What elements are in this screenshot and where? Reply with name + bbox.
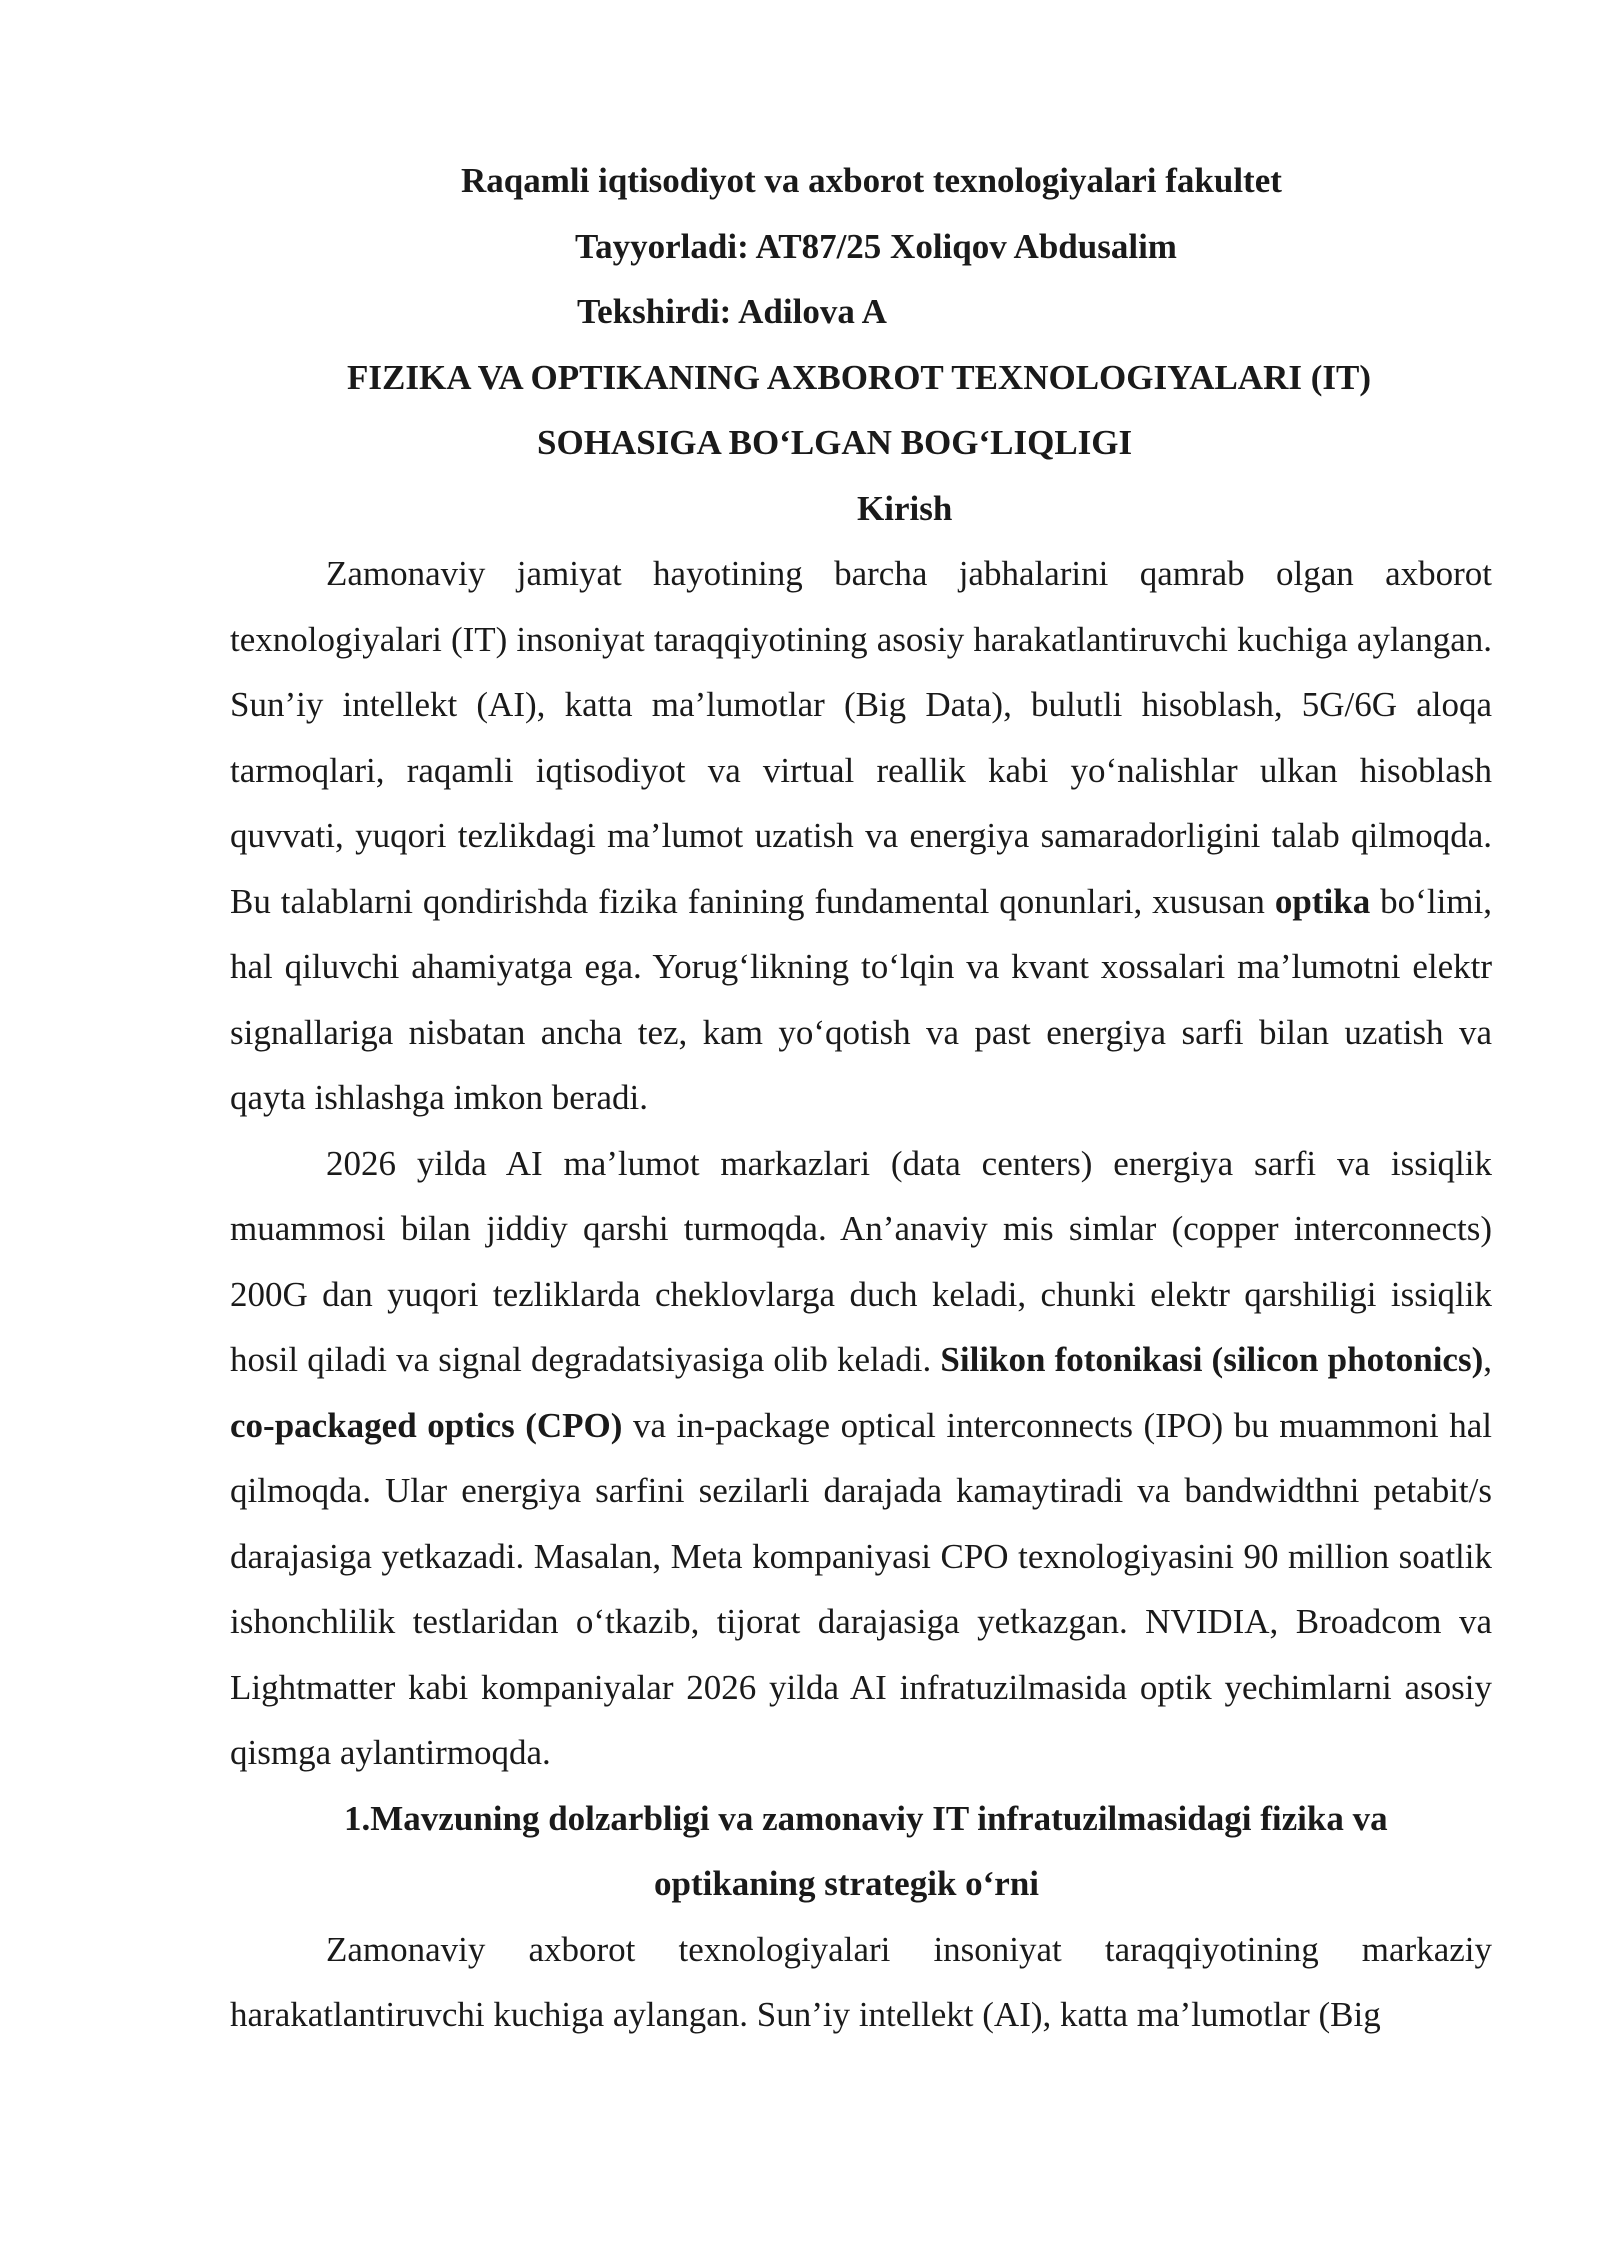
intro-paragraph-1 [230,541,1492,1131]
intro-paragraph-2 [230,1131,1492,1786]
prepared-by-line: Tayyorladi: AT87/25 Xoliqov Abdusalim [575,226,1177,266]
intro-p1-text-a: Zamonaviy jamiyat hayotining barcha jabhalarini qamrab olgan axborot texnologiyalari (IT) insoniyat taraqqiyotining asosiy harakatlantiruvchi kuchiga aylangan. Sun’iy intellekt (AI), katta ma’lumotlar (Big Data), bulutli hisoblash, 5G/6G aloqa tarmoqlari, raqamli iqtisodiyot va virtual reallik kabi yo‘nalishlar ulkan hisoblash quvvati, yuqori tezlikdagi ma’lumot uzatish va energiya samaradorligini talab qilmoqda. Bu talablarni qondirishda fizika fanining fundamental qonunlari, xususan [230,554,1492,921]
intro-p2-text-a: 2026 yilda AI ma’lumot markazlari (data centers) energiya sarfi va issiqlik muammosi bilan jiddiy qarshi turmoqda. An’anaviy mis simlar (copper interconnects) 200G dan yuqori tezliklarda cheklovlarga duch keladi, chunki elektr qarshiligi issiqlik hosil qiladi va signal degradatsiyasiga olib keladi. [230,1143,1492,1379]
intro-p2-bold-2: co-packaged optics (CPO) [230,1405,623,1445]
intro-heading: Kirish [857,488,953,528]
document-page [230,148,1492,2048]
section-1-paragraph-1: Zamonaviy axborot texnologiyalari insoniyat taraqqiyotining markaziy harakatlantiruvchi kuchiga aylangan. Sun’iy intellekt (AI), katta ma’lumotlar (Big [230,1929,1492,2034]
intro-p2-text-b: va in-package optical interconnects (IPO) bu muammoni hal qilmoqda. Ular energiya sarfini sezilarli darajada kamaytiradi va bandwidthni petabit/s darajasiga yetkazadi. Masalan, Meta kompaniyasi CPO texnologiyasini 90 million soatlik ishonchlilik testlaridan o‘tkazib, tijorat darajasiga yetkazgan. NVIDIA, Broadcom va Lightmatter kabi kompaniyalar 2026 yilda AI infratuzilmasida optik yechimlarni asosiy qismga aylantirmoqda. [230,1405,1492,1772]
checked-by-line: Tekshirdi: Adilova A [577,292,887,331]
title-line-2: SOHASIGA BO‘LGAN BOG‘LIQLIGI [537,423,1133,462]
intro-p1-bold: optika [1274,881,1371,921]
section-1-heading-line-2: optikaning strategik o‘rni [654,1864,1040,1903]
section-1-heading-line-1: 1.Mavzuning dolzarbligi va zamonaviy IT infratuzilmasidagi fizika va [344,1798,1388,1838]
intro-p2-bold-1: Silikon fotonikasi (silicon photonics) [940,1340,1484,1379]
intro-p1-text-b: bo‘limi, hal qiluvchi ahamiyatga ega. Yorug‘likning to‘lqin va kvant xossalari ma’lumotni elektr signallariga nisbatan ancha tez, kam yo‘qotish va past energiya sarfi bilan uzatish va qayta ishlashga imkon beradi. [230,881,1492,1117]
title-line-1: FIZIKA VA OPTIKANING AXBOROT TEXNOLOGIYALARI (IT) [347,357,1372,397]
faculty-line: Raqamli iqtisodiyot va axborot texnologiyalari fakultet [461,161,1282,200]
intro-p2-sep: , [1483,1340,1492,1379]
